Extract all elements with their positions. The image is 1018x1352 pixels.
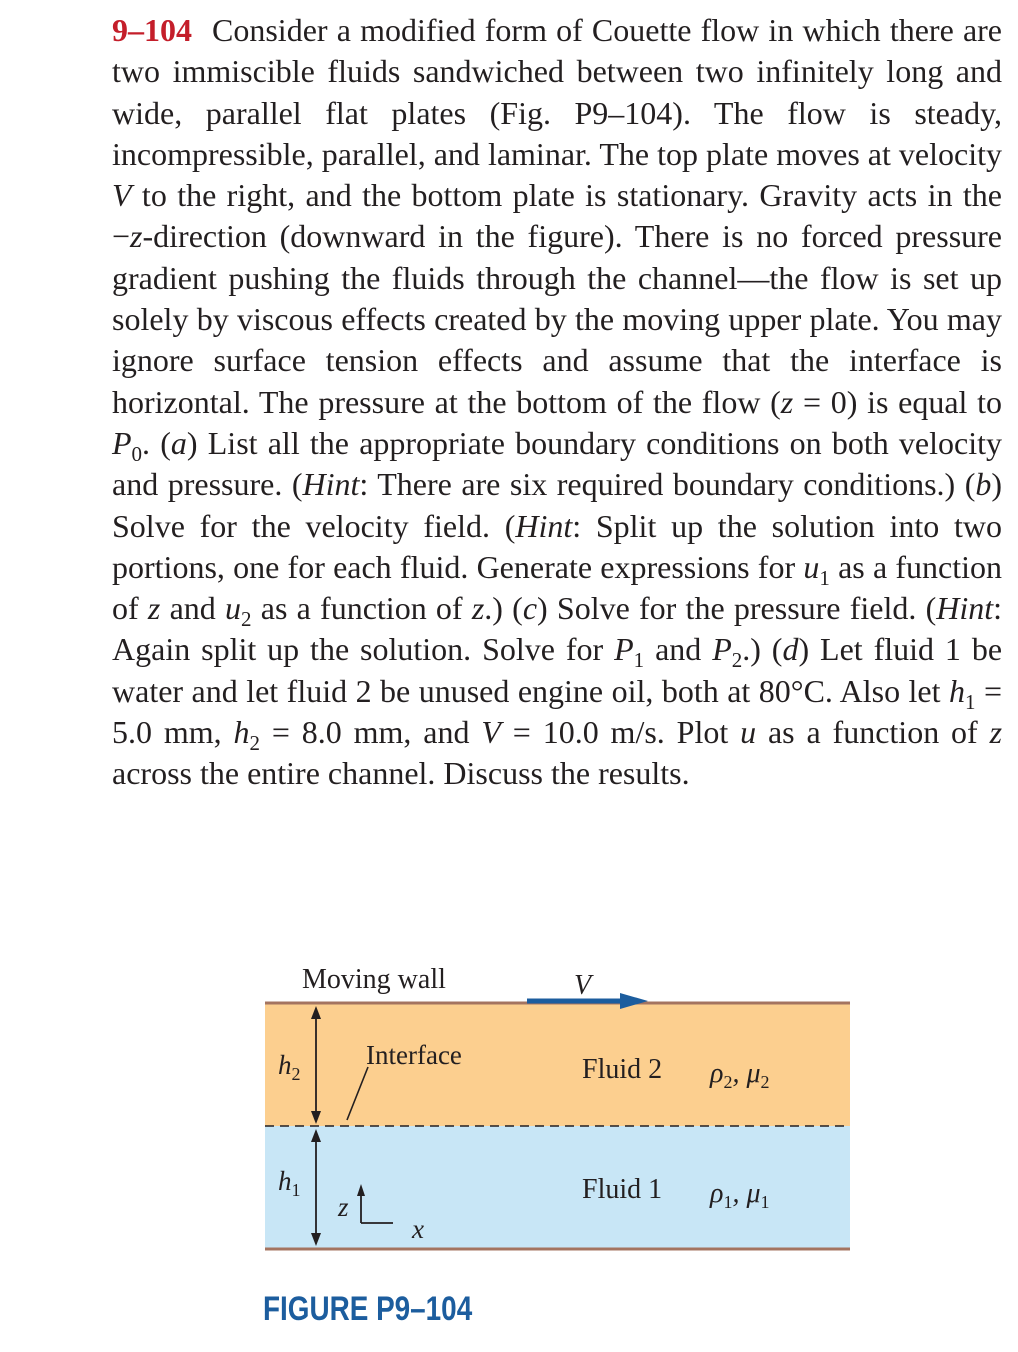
subscript: 2 xyxy=(249,731,261,756)
problem-number: 9–104 xyxy=(112,12,192,48)
italic-run: z xyxy=(147,590,161,627)
subscript: 2 xyxy=(731,648,743,673)
problem-body xyxy=(112,12,1002,791)
interface-label: Interface xyxy=(366,1040,462,1070)
italic-run: u xyxy=(225,590,242,627)
italic-run: h xyxy=(233,714,250,751)
italic-run: z xyxy=(130,218,143,255)
problem-text xyxy=(112,10,1002,795)
text-run: ) Solve for the pressure field. ( xyxy=(537,590,937,627)
figure-caption: FIGURE P9–104 xyxy=(263,1290,473,1328)
text-run: = 8.0 mm, and xyxy=(260,714,482,751)
subscript: 1 xyxy=(964,689,976,714)
italic-run: P xyxy=(614,631,634,668)
text-run: across the entire channel. Discuss the results. xyxy=(112,755,690,792)
fluid1-label: Fluid 1 xyxy=(582,1174,663,1205)
italic-run: z xyxy=(989,714,1003,751)
italic-run: a xyxy=(170,424,187,461)
fluid1-layer xyxy=(265,1126,850,1249)
text-run: .) ( xyxy=(484,590,523,627)
text-run: . ( xyxy=(142,424,171,461)
text-run: ) Let fluid 1 be water and let fluid 2 be unused engine oil, both at 80°C. Also let xyxy=(112,631,1003,709)
text-run: ) Solve for the velocity field. ( xyxy=(112,466,1003,544)
italic-run: V xyxy=(112,177,132,214)
italic-run: Hint xyxy=(302,466,360,503)
text-run: : There are six required boundary conditions.) ( xyxy=(359,466,976,503)
moving-wall-label: Moving wall xyxy=(302,964,446,995)
italic-run: u xyxy=(803,548,820,585)
fluid1-properties: $\rho_1$, $\mu_1$ xyxy=(710,1178,770,1212)
x-axis-label: x xyxy=(412,1214,424,1244)
text-run: -direction (downward in the figure). There is no forced pressure gradient pushing the fluids through the channel—the flow is set up solely by viscous effects created by the moving upper plate. You may ignore surface tension effects and assume that the interface is horizontal. The pressure at the bottom of the flow ( xyxy=(112,218,1002,420)
velocity-label: V xyxy=(574,970,592,1001)
text-run: and xyxy=(160,590,226,627)
text-run: = 5.0 mm, xyxy=(112,672,1002,751)
italic-run: b xyxy=(975,466,992,503)
italic-run: z xyxy=(780,383,794,420)
text-run: as a function of xyxy=(112,548,1003,627)
italic-run: P xyxy=(712,631,732,668)
z-axis-label: z xyxy=(338,1192,349,1222)
text-run: as a function of xyxy=(251,590,472,627)
italic-run: V xyxy=(481,714,501,751)
italic-run: Hint xyxy=(936,590,994,627)
h2-label: $h_2$ xyxy=(278,1050,301,1084)
italic-run: Hint xyxy=(515,507,573,544)
italic-run: c xyxy=(522,590,538,627)
text-run: = 10.0 m/s. Plot xyxy=(500,714,741,751)
italic-run: d xyxy=(782,631,799,668)
text-run: .) ( xyxy=(742,631,783,668)
h1-label: $h_1$ xyxy=(278,1166,301,1200)
italic-run: z xyxy=(471,590,485,627)
fluid2-label: Fluid 2 xyxy=(582,1054,663,1085)
text-run: to the right, and the bottom plate is stationary. Gravity acts in the − xyxy=(112,177,1002,255)
italic-run: h xyxy=(948,672,965,709)
text-run: : Again split up the solution. Solve for xyxy=(112,590,1003,668)
text-run: : Split up the solution into two portions, one for each fluid. Generate expressions for xyxy=(112,507,1002,585)
text-run: and xyxy=(644,631,713,668)
text-run: Consider a modified form of Couette flow in which there are two immiscible fluids sandwiched between two infinitely long and wide, parallel flat plates (Fig. P9–104). The flow is steady, incompressible, parallel, and laminar. The top plate moves at velocity xyxy=(112,12,1002,172)
text-run: = 0) is equal to xyxy=(793,383,1003,420)
fluid2-properties: $\rho_2$, $\mu_2$ xyxy=(710,1058,770,1092)
subscript: 1 xyxy=(633,648,645,673)
couette-flow-figure xyxy=(0,940,1018,1290)
subscript: 0 xyxy=(131,441,143,466)
text-run: ) List all the appropriate boundary conditions on both velocity and pressure. ( xyxy=(112,424,1003,503)
subscript: 1 xyxy=(819,565,830,590)
italic-run: P xyxy=(112,424,132,461)
subscript: 2 xyxy=(241,607,252,632)
italic-run: u xyxy=(740,714,757,751)
text-run: as a function of xyxy=(756,714,990,751)
